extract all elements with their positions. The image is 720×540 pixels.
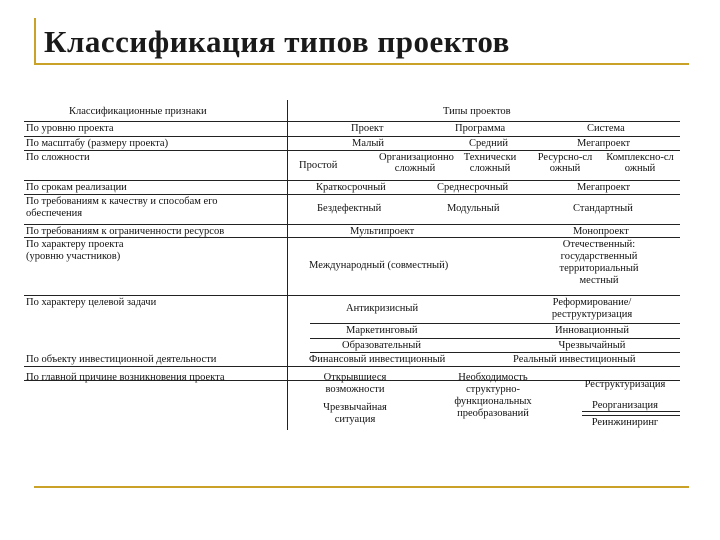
type-necessity-line4: преобразований	[457, 408, 529, 419]
type-marketing: Маркетинговый	[346, 325, 418, 336]
criterion-character-line1: По характеру проекта	[26, 239, 124, 250]
criterion-investment-object: По объекту инвестиционной деятельности	[26, 354, 217, 365]
type-multiproject: Мультипроект	[350, 226, 415, 237]
type-comprehensive-complex: Комплексно-сложный	[606, 152, 674, 174]
type-opportunities-line2: возможности	[325, 384, 385, 395]
type-small: Малый	[352, 138, 385, 149]
type-megaproject: Мегапроект	[577, 138, 631, 149]
type-educational: Образовательный	[342, 340, 421, 351]
table-row-divider	[24, 194, 680, 195]
type-reengineering: Реинжиниринг	[591, 417, 659, 428]
header-criteria: Классификационные признаки	[69, 106, 207, 117]
type-project: Проект	[351, 123, 384, 134]
type-local: местный	[579, 275, 619, 286]
criterion-character-line2: (уровню участников)	[26, 251, 121, 262]
table-row-divider	[24, 295, 680, 296]
type-program: Программа	[455, 123, 506, 134]
type-system: Система	[587, 123, 625, 134]
criterion-quality-line1: По требованиям к качеству и способам его	[26, 196, 218, 207]
classification-table	[24, 100, 680, 430]
slide-title: Классификация типов проектов	[44, 24, 510, 59]
cell-divider	[310, 323, 680, 324]
type-reorganization: Реорганизация	[592, 400, 658, 411]
type-opportunities-line1: Открывшиеся	[323, 372, 387, 383]
table-row-divider	[24, 180, 680, 181]
type-emergency: Чрезвычайный	[558, 340, 626, 351]
type-anti-crisis: Антикризисный	[346, 303, 419, 314]
type-monoproject: Монопроект	[573, 226, 629, 237]
cell-divider	[310, 352, 680, 353]
type-mid-term: Среднесрочный	[437, 182, 509, 193]
type-standard: Стандартный	[573, 203, 633, 214]
type-megaproject-term: Мегапроект	[577, 182, 631, 193]
type-necessity-line2: структурно-	[465, 384, 521, 395]
type-org-complex: Организационно сложный	[379, 152, 454, 174]
type-tech-complex: Технически сложный	[463, 152, 517, 174]
decorative-bottom-rule	[34, 486, 689, 488]
type-resource-complex: Ресурсно-сложный	[537, 152, 593, 174]
type-medium: Средний	[469, 138, 508, 149]
criterion-target-task: По характеру целевой задачи	[26, 297, 157, 308]
type-short-term: Краткосрочный	[316, 182, 386, 193]
type-real-investment: Реальный инвестиционный	[513, 354, 636, 365]
decorative-top-rule	[34, 63, 689, 65]
type-restructuring: реструктуризация	[551, 309, 633, 320]
criterion-complexity: По сложности	[26, 152, 90, 163]
type-simple: Простой	[299, 160, 338, 171]
type-territorial: территориальный	[559, 263, 639, 274]
table-row-divider	[24, 237, 680, 238]
type-necessity-line3: функциональных	[454, 396, 532, 407]
type-state: государственный	[560, 251, 638, 262]
type-financial-investment: Финансовый инвестиционный	[309, 354, 446, 365]
type-reform: Реформирование/	[552, 297, 632, 308]
type-restructuring-cause: Реструктуризация	[584, 379, 666, 390]
criterion-quality-line2: обеспечения	[26, 208, 83, 219]
table-row-divider	[24, 121, 680, 122]
cell-divider	[582, 411, 680, 412]
type-international: Международный (совместный)	[309, 260, 449, 271]
header-types: Типы проектов	[443, 106, 511, 117]
criterion-scale: По масштабу (размеру проекта)	[26, 138, 169, 149]
table-row-divider	[24, 136, 680, 137]
criterion-main-cause: По главной причине возникновения проекта	[26, 372, 225, 383]
type-emergency-line1: Чрезвычайная	[323, 402, 387, 413]
criterion-resources: По требованиям к ограниченности ресурсов	[26, 226, 225, 237]
criterion-level: По уровню проекта	[26, 123, 114, 134]
criterion-terms: По срокам реализации	[26, 182, 127, 193]
type-domestic: Отечественный:	[562, 239, 636, 250]
cell-divider	[582, 415, 680, 416]
type-defect-free: Бездефектный	[317, 203, 382, 214]
type-emergency-line2: ситуация	[334, 414, 376, 425]
table-row-divider	[24, 224, 680, 225]
type-innovative: Инновационный	[555, 325, 629, 336]
cell-divider	[310, 338, 680, 339]
table-row-divider	[24, 150, 680, 151]
type-modular: Модульный	[447, 203, 500, 214]
decorative-vertical-line	[34, 18, 36, 64]
table-row-divider	[24, 366, 680, 367]
type-necessity-line1: Необходимость	[458, 372, 528, 383]
